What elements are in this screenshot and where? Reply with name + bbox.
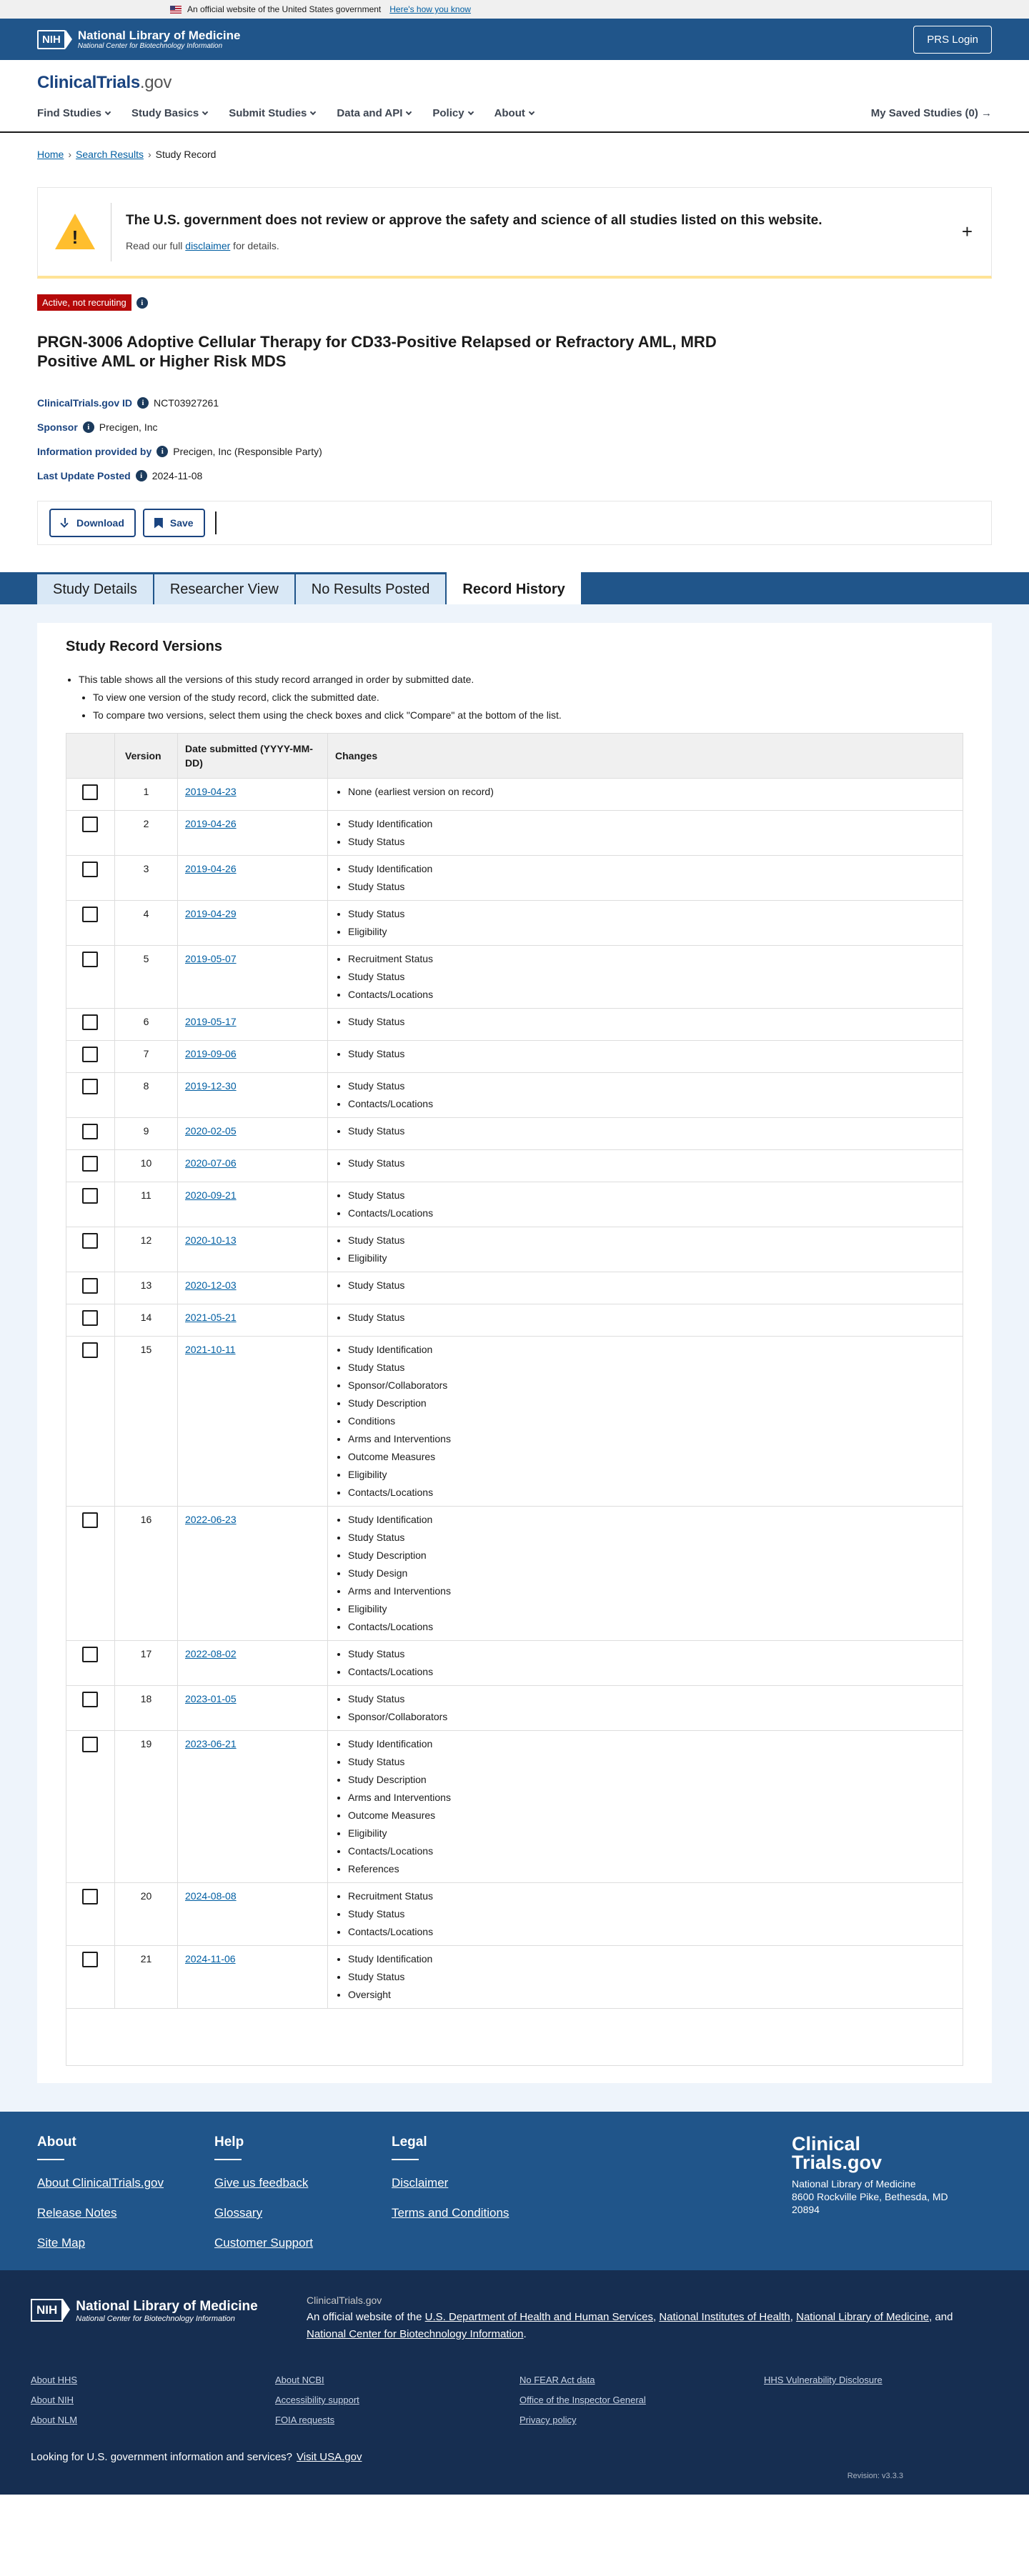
tab-no-results-posted[interactable]: No Results Posted (296, 572, 446, 604)
version-checkbox[interactable] (82, 1889, 98, 1904)
table-row (66, 1641, 963, 1686)
change-item: • Study Status (348, 968, 955, 986)
table-row (66, 1227, 963, 1272)
changes-list (348, 1154, 955, 1172)
footer-link[interactable]: Terms and Conditions (392, 2206, 509, 2220)
changes-list (348, 815, 955, 851)
version-date-link[interactable]: 2024-11-06 (185, 1953, 236, 1965)
change-item: • Study Identification (348, 1950, 955, 1968)
version-checkbox[interactable] (82, 1233, 98, 1249)
change-item: • Contacts/Locations (348, 1663, 955, 1681)
version-number: 8 (115, 1073, 178, 1118)
last-update-value: 2024-11-08 (151, 470, 203, 481)
intro-sub-view: • To view one version of the study record, click the submitted date. (93, 689, 963, 707)
change-item: • Study Status (348, 1905, 955, 1923)
version-date-link[interactable]: 2020-10-13 (185, 1234, 237, 1246)
version-date-link[interactable]: 2019-04-26 (185, 863, 237, 874)
study-actions-bar (37, 501, 992, 545)
nlm-footer-link[interactable]: Accessibility support (275, 2395, 359, 2405)
table-row (66, 1883, 963, 1946)
info-icon[interactable]: i (137, 397, 149, 409)
nav-policy[interactable]: Policy (432, 107, 472, 119)
version-checkbox[interactable] (82, 1692, 98, 1707)
breadcrumb: Home › Search Results › Study Record (37, 149, 217, 160)
ncbi-subtitle: National Center for Biotechnology Information (77, 41, 223, 50)
version-number: 6 (115, 1009, 178, 1041)
chevron-down-icon (105, 109, 111, 114)
version-number: 10 (115, 1150, 178, 1182)
disclaimer-alert (37, 187, 992, 279)
study-tabs (0, 572, 1029, 604)
change-item: • None (earliest version on record) (348, 783, 955, 801)
change-item: • Study Status (348, 1187, 955, 1204)
footer-heading: Help (214, 2135, 392, 2160)
nlm-footer-link[interactable]: HHS Vulnerability Disclosure (764, 2375, 883, 2385)
status-badge: Active, not recruiting (37, 294, 131, 311)
change-item: • Study Status (348, 1154, 955, 1172)
change-item: • Study Identification (348, 860, 955, 878)
nlm-footer-link[interactable]: About HHS (31, 2375, 78, 2385)
version-date-link[interactable]: 2022-06-23 (185, 1514, 237, 1525)
changes-list (348, 1341, 955, 1502)
changes-list (348, 950, 955, 1004)
change-item: • Study Status (348, 1122, 955, 1140)
versions-panel (37, 623, 992, 2083)
footer-org: National Library of Medicine (792, 2178, 916, 2190)
versions-table (66, 733, 963, 2066)
version-checkbox[interactable] (82, 1278, 98, 1294)
change-item: • Contacts/Locations (348, 986, 955, 1004)
change-item: • Study Status (348, 1645, 955, 1663)
download-icon (61, 518, 69, 528)
changes-list (348, 1887, 955, 1941)
sponsor-label: Sponsor (37, 421, 78, 433)
version-checkbox[interactable] (82, 1079, 98, 1094)
change-item: • Arms and Interventions (348, 1430, 955, 1448)
version-date-link[interactable]: 2021-05-21 (185, 1312, 237, 1323)
version-date-link[interactable]: 2020-02-05 (185, 1125, 237, 1137)
nlm-footer-link (764, 2415, 1008, 2425)
changes-list (348, 1122, 955, 1140)
version-checkbox[interactable] (82, 1310, 98, 1326)
panel-title: Study Record Versions (66, 639, 222, 654)
nct-id-value: NCT03927261 (154, 397, 219, 409)
version-number: 9 (115, 1118, 178, 1150)
chevron-down-icon (310, 109, 316, 114)
change-item: • Study Status (348, 1309, 955, 1327)
site-header (0, 60, 1029, 133)
table-row (66, 1946, 963, 2009)
nlm-logo[interactable] (37, 29, 241, 50)
col-changes: Changes (328, 734, 963, 779)
changes-list (348, 1077, 955, 1113)
change-item: • Study Status (348, 1013, 955, 1031)
changes-list (348, 860, 955, 896)
usagov-link[interactable]: Visit USA.gov (297, 2451, 362, 2463)
table-row (66, 1150, 963, 1182)
version-date-link[interactable]: 2020-07-06 (185, 1157, 237, 1169)
changes-list (348, 1645, 955, 1681)
footer-link[interactable]: Give us feedback (214, 2176, 309, 2190)
table-row (66, 856, 963, 901)
version-date-link[interactable]: 2019-04-29 (185, 908, 237, 919)
col-version: Version (115, 734, 178, 779)
version-checkbox[interactable] (82, 1512, 98, 1528)
footer-address: 8600 Rockville Pike, Bethesda, MD 20894 (792, 2191, 948, 2215)
footer-brand (792, 2135, 978, 2216)
change-item: • Study Description (348, 1394, 955, 1412)
info-icon[interactable]: i (156, 446, 168, 457)
footer-ct-logo[interactable]: Clinical Trials.gov (792, 2133, 883, 2173)
info-icon[interactable]: i (83, 421, 94, 433)
table-row (66, 1009, 963, 1041)
nct-id-label: ClinicalTrials.gov ID (37, 397, 133, 409)
ncbi-link[interactable]: National Center for Biotechnology Information (307, 2328, 524, 2340)
last-update-label: Last Update Posted (37, 470, 131, 481)
footer-link[interactable]: Glossary (214, 2206, 263, 2220)
changes-list (348, 1735, 955, 1878)
table-footer-row (66, 2009, 963, 2066)
study-meta (37, 391, 992, 488)
tab-record-history[interactable]: Record History (447, 572, 580, 604)
version-checkbox[interactable] (82, 1047, 98, 1062)
nlm-footer-link[interactable]: Privacy policy (520, 2415, 577, 2425)
change-item: • Study Identification (348, 815, 955, 833)
nih-header-bar (0, 19, 1029, 60)
version-date-link[interactable]: 2023-01-05 (185, 1693, 237, 1704)
version-number: 18 (115, 1686, 178, 1731)
chevron-down-icon (406, 109, 412, 114)
table-row (66, 1041, 963, 1073)
provided-by-label: Information provided by (37, 446, 152, 457)
changes-list (348, 783, 955, 801)
table-row (66, 1507, 963, 1641)
changes-list (348, 1045, 955, 1063)
table-row (66, 1686, 963, 1731)
change-item: • Arms and Interventions (348, 1789, 955, 1807)
table-row (66, 901, 963, 946)
breadcrumb-current: Study Record (155, 149, 217, 160)
version-checkbox[interactable] (82, 1952, 98, 1967)
nav-study-basics[interactable]: Study Basics (131, 107, 207, 119)
version-number: 20 (115, 1883, 178, 1946)
version-date-link[interactable]: 2023-06-21 (185, 1738, 237, 1749)
intro-sub-compare: • To compare two versions, select them using the check boxes and click "Compare" at the bottom of the list. (93, 707, 963, 724)
change-item: • Study Status (348, 833, 955, 851)
version-number: 4 (115, 901, 178, 946)
version-date-link[interactable]: 2021-10-11 (185, 1344, 236, 1355)
provided-by-value: Precigen, Inc (Responsible Party) (173, 446, 322, 457)
version-checkbox[interactable] (82, 862, 98, 877)
change-item: • Study Status (348, 1045, 955, 1063)
footer-link[interactable]: Release Notes (37, 2206, 117, 2220)
nlm-footer-subtitle: National Center for Biotechnology Information (76, 2315, 235, 2323)
nlm-footer-link[interactable]: FOIA requests (275, 2415, 335, 2425)
us-flag-icon (170, 6, 182, 14)
changes-list (348, 1511, 955, 1636)
nih-link[interactable]: National Institutes of Health (659, 2311, 790, 2323)
version-date-link[interactable]: 2019-04-23 (185, 786, 237, 797)
change-item: • Eligibility (348, 1824, 955, 1842)
nlm-footer-link[interactable]: About NIH (31, 2395, 74, 2405)
footer-col-help (214, 2135, 392, 2270)
change-item: • Contacts/Locations (348, 1842, 955, 1860)
version-checkbox[interactable] (82, 1647, 98, 1662)
table-row (66, 1304, 963, 1337)
gov-banner-text: An official website of the United States government (187, 4, 382, 14)
change-item: • Recruitment Status (348, 950, 955, 968)
footer-heading: Legal (392, 2135, 569, 2160)
version-number: 1 (115, 779, 178, 811)
chevron-down-icon (529, 109, 535, 114)
my-saved-studies-link[interactable]: My Saved Studies (0) → (870, 107, 992, 119)
change-item: • Eligibility (348, 1600, 955, 1618)
nih-badge-icon: NIH (37, 30, 66, 49)
table-row (66, 1118, 963, 1150)
change-item: • Outcome Measures (348, 1448, 955, 1466)
change-item: • Study Status (348, 905, 955, 923)
version-number: 11 (115, 1182, 178, 1227)
change-item: • Eligibility (348, 1466, 955, 1484)
change-item: • Arms and Interventions (348, 1582, 955, 1600)
sponsor-value: Precigen, Inc (99, 421, 158, 433)
version-date-link[interactable]: 2020-12-03 (185, 1279, 237, 1291)
version-number: 15 (115, 1337, 178, 1507)
changes-list (348, 1277, 955, 1294)
nlm-footer-links (31, 2375, 998, 2425)
breadcrumb-search-results[interactable]: Search Results (76, 149, 144, 160)
hhs-link[interactable]: U.S. Department of Health and Human Services (424, 2311, 653, 2323)
change-item: • Study Status (348, 1077, 955, 1095)
gov-banner (0, 0, 1029, 19)
versions-intro (66, 671, 963, 724)
changes-list (348, 1690, 955, 1726)
site-footer (0, 2112, 1029, 2270)
change-item: • Sponsor/Collaborators (348, 1708, 955, 1726)
info-icon[interactable]: i (136, 297, 148, 309)
change-item: • Study Design (348, 1564, 955, 1582)
version-number: 21 (115, 1946, 178, 2009)
version-number: 7 (115, 1041, 178, 1073)
footer-link[interactable]: Disclaimer (392, 2176, 449, 2190)
change-item: • Recruitment Status (348, 1887, 955, 1905)
version-number: 17 (115, 1641, 178, 1686)
chevron-down-icon (467, 109, 473, 114)
change-item: • Study Identification (348, 1341, 955, 1359)
clinicaltrials-logo[interactable]: ClinicalTrials.gov (37, 73, 172, 92)
version-checkbox[interactable] (82, 952, 98, 967)
version-date-link[interactable]: 2024-08-08 (185, 1890, 237, 1902)
version-checkbox[interactable] (82, 1124, 98, 1139)
save-button[interactable]: Save (143, 509, 205, 537)
change-item: • Study Identification (348, 1735, 955, 1753)
version-checkbox[interactable] (82, 1156, 98, 1172)
version-date-link[interactable]: 2019-05-07 (185, 953, 237, 964)
divider (215, 511, 217, 534)
change-item: • Study Status (348, 878, 955, 896)
version-number: 16 (115, 1507, 178, 1641)
nih-badge-icon: NIH (31, 2299, 63, 2322)
change-item: • Study Status (348, 1753, 955, 1771)
version-date-link[interactable]: 2020-09-21 (185, 1189, 237, 1201)
chevron-down-icon (202, 109, 208, 114)
tab-study-details[interactable]: Study Details (37, 572, 153, 604)
changes-list (348, 1013, 955, 1031)
table-row (66, 946, 963, 1009)
nlm-title: National Library of Medicine (77, 28, 241, 42)
version-checkbox[interactable] (82, 1737, 98, 1752)
version-checkbox[interactable] (82, 784, 98, 800)
col-date: Date submitted (YYYY-MM-DD) (178, 734, 328, 779)
change-item: • Oversight (348, 1986, 955, 2004)
footer-link[interactable]: Site Map (37, 2236, 86, 2250)
tab-researcher-view[interactable]: Researcher View (154, 572, 294, 604)
footer-link[interactable]: About ClinicalTrials.gov (37, 2176, 164, 2190)
footer-heading: About (37, 2135, 214, 2160)
bookmark-icon (154, 518, 163, 529)
info-icon[interactable]: i (136, 470, 147, 481)
change-item: • Sponsor/Collaborators (348, 1377, 955, 1394)
nlm-footer-link[interactable]: About NLM (31, 2415, 78, 2425)
change-item: • Contacts/Locations (348, 1204, 955, 1222)
nlm-footer-link[interactable]: No FEAR Act data (520, 2375, 595, 2385)
table-row (66, 1731, 963, 1883)
nav-submit-studies[interactable]: Submit Studies (229, 107, 315, 119)
nlm-footer-title: National Library of Medicine (76, 2299, 258, 2314)
change-item: • Study Status (348, 1529, 955, 1547)
version-checkbox[interactable] (82, 1188, 98, 1204)
expand-plus-icon[interactable]: + (961, 221, 973, 242)
version-number: 5 (115, 946, 178, 1009)
version-date-link[interactable]: 2019-05-17 (185, 1016, 237, 1027)
usagov-line: Looking for U.S. government information and services? Visit USA.gov (31, 2451, 362, 2463)
nlm-footer-site: ClinicalTrials.gov (307, 2295, 382, 2306)
version-date-link[interactable]: 2019-09-06 (185, 1048, 237, 1059)
version-checkbox[interactable] (82, 907, 98, 922)
footer-link[interactable]: Customer Support (214, 2236, 313, 2250)
table-row (66, 1337, 963, 1507)
study-title: PRGN-3006 Adoptive Cellular Therapy for CD33-Positive Relapsed or Refractory AML, MRD Positive AML or Higher Risk MDS (37, 333, 717, 370)
changes-list (348, 1950, 955, 2004)
change-item: • Study Status (348, 1277, 955, 1294)
change-item: • Study Description (348, 1771, 955, 1789)
revision: Revision: v3.3.3 (847, 2472, 903, 2480)
change-item: • References (348, 1860, 955, 1878)
version-number: 3 (115, 856, 178, 901)
status-row (37, 294, 992, 311)
change-item: • Study Status (348, 1690, 955, 1708)
changes-list (348, 1232, 955, 1267)
change-item: • Eligibility (348, 923, 955, 941)
changes-list (348, 1187, 955, 1222)
version-number: 2 (115, 811, 178, 856)
version-number: 14 (115, 1304, 178, 1337)
nav-about[interactable]: About (494, 107, 534, 119)
version-number: 19 (115, 1731, 178, 1883)
table-row (66, 811, 963, 856)
change-item: • Study Status (348, 1232, 955, 1249)
changes-list (348, 1309, 955, 1327)
version-checkbox[interactable] (82, 817, 98, 832)
nlm-footer (0, 2270, 1029, 2495)
nlm-footer-logo[interactable] (31, 2292, 307, 2343)
nlm-footer-link (764, 2395, 1008, 2405)
disclaimer-link[interactable]: disclaimer (185, 239, 231, 251)
change-item: • Study Identification (348, 1511, 955, 1529)
nlm-footer-link[interactable]: Office of the Inspector General (520, 2395, 646, 2405)
change-item: • Outcome Measures (348, 1807, 955, 1824)
nlm-link[interactable]: National Library of Medicine (796, 2311, 930, 2323)
table-row (66, 779, 963, 811)
nlm-footer-link[interactable]: About NCBI (275, 2375, 324, 2385)
intro-text: • This table shows all the versions of this study record arranged in order by submitted date. (79, 671, 963, 689)
col-select (66, 734, 115, 779)
version-number: 12 (115, 1227, 178, 1272)
changes-list (348, 905, 955, 941)
disclaimer-text: Read our full disclaimer for details. (126, 239, 279, 251)
change-item: • Study Status (348, 1359, 955, 1377)
table-row (66, 1272, 963, 1304)
content-area (0, 604, 1029, 2112)
disclaimer-title: The U.S. government does not review or approve the safety and science of all studies listed on this website. (126, 212, 822, 228)
prs-login-button[interactable]: PRS Login (913, 26, 992, 54)
change-item: • Contacts/Locations (348, 1923, 955, 1941)
warning-icon: ! (55, 214, 95, 251)
change-item: • Conditions (348, 1412, 955, 1430)
nav-data-and-api[interactable]: Data and API (337, 107, 411, 119)
footer-col-legal (392, 2135, 569, 2270)
version-date-link[interactable]: 2019-12-30 (185, 1080, 237, 1092)
change-item: • Study Description (348, 1547, 955, 1564)
version-checkbox[interactable] (82, 1014, 98, 1030)
change-item: • Study Status (348, 1968, 955, 1986)
version-date-link[interactable]: 2019-04-26 (185, 818, 237, 829)
version-checkbox[interactable] (82, 1342, 98, 1358)
change-item: • Contacts/Locations (348, 1484, 955, 1502)
change-item: • Contacts/Locations (348, 1618, 955, 1636)
change-item: • Contacts/Locations (348, 1095, 955, 1113)
breadcrumb-home[interactable]: Home (37, 149, 64, 160)
download-button[interactable]: Download (49, 509, 136, 537)
main-nav (37, 107, 992, 119)
change-item: • Eligibility (348, 1249, 955, 1267)
footer-col-about (37, 2135, 214, 2270)
nlm-footer-desc: ClinicalTrials.gov An official website of the U.S. Department of Health and Human Services, National Institutes of Health, National Library of Medicine, and National Center for Biotechnology Information. (307, 2292, 978, 2343)
table-row (66, 1182, 963, 1227)
heres-how-you-know-link[interactable]: Here's how you know (389, 4, 471, 14)
nav-find-studies[interactable]: Find Studies (37, 107, 110, 119)
version-date-link[interactable]: 2022-08-02 (185, 1648, 237, 1659)
table-row (66, 1073, 963, 1118)
version-number: 13 (115, 1272, 178, 1304)
